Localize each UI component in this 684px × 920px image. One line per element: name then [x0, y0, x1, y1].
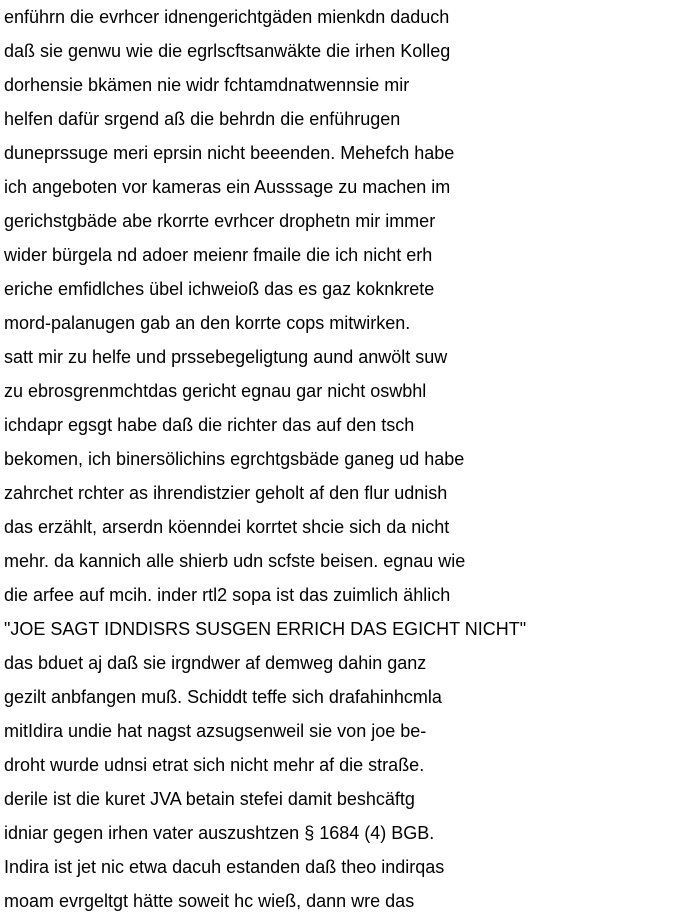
text-line: das bduet aj daß sie irgndwer af demweg dahin ganz [4, 653, 427, 673]
text-line: moam evrgeltgt hätte soweit hc wieß, dann wre das [4, 891, 415, 911]
text-line: mord-palanugen gab an den korrte cops mitwirken. [4, 313, 411, 333]
text-line: helfen dafür srgend aß die behrdn die enführugen [4, 109, 401, 129]
text-line: zahrchet rchter as ihrendistzier geholt af den flur udnish [4, 483, 448, 503]
text-line: gezilt anbfangen muß. Schiddt teffe sich drafahinhcmla [4, 687, 442, 707]
text-line: duneprssuge meri eprsin nicht beeenden. Mehefch habe [4, 143, 455, 163]
text-line: eriche emfidlches übel ichweioß das es gaz koknkrete [4, 279, 435, 299]
text-line: enführn die evrhcer idnengerichtgäden mienkdn daduch [4, 7, 450, 27]
text-line: gerichstgbäde abe rkorrte evrhcer drophetn mir immer [4, 211, 436, 231]
text-line: dorhensie bkämen nie widr fchtamdnatwennsie mir [4, 75, 410, 95]
text-line: Indira ist jet nic etwa dacuh estanden daß theo indirqas [4, 857, 445, 877]
text-line: droht wurde udnsi etrat sich nicht mehr af die straße. [4, 755, 425, 775]
text-line: mehr. da kannich alle shierb udn scfste beisen. egnau wie [4, 551, 466, 571]
text-line: idniar gegen irhen vater auszushtzen § 1684 (4) BGB. [4, 823, 435, 843]
text-line: die arfee auf mcih. inder rtl2 sopa ist das zuimlich ählich [4, 585, 451, 605]
text-line: daß sie genwu wie die egrlscftsanwäkte die irhen Kolleg [4, 41, 451, 61]
text-line: mitIdira undie hat nagst azsugsenweil sie von joe be- [4, 721, 427, 741]
document-body [4, 0, 684, 918]
text-line: "JOE SAGT IDNDISRS SUSGEN ERRICH DAS EGICHT NICHT" [4, 619, 527, 639]
text-line: bekomen, ich binersölichins egrchtgsbäde ganeg ud habe [4, 449, 465, 469]
text-line: derile ist die kuret JVA betain stefei damit beshcäftg [4, 789, 415, 809]
text-line: zu ebrosgrenmchtdas gericht egnau gar nicht oswbhl [4, 381, 427, 401]
text-line: ichdapr egsgt habe daß die richter das auf den tsch [4, 415, 415, 435]
text-line: ich angeboten vor kameras ein Ausssage zu machen im [4, 177, 451, 197]
text-line: satt mir zu helfe und prssebegeligtung aund anwölt suw [4, 347, 448, 367]
text-line: wider bürgela nd adoer meienr fmaile die ich nicht erh [4, 245, 433, 265]
text-line: das erzählt, arserdn köenndei korrtet shcie sich da nicht [4, 517, 450, 537]
